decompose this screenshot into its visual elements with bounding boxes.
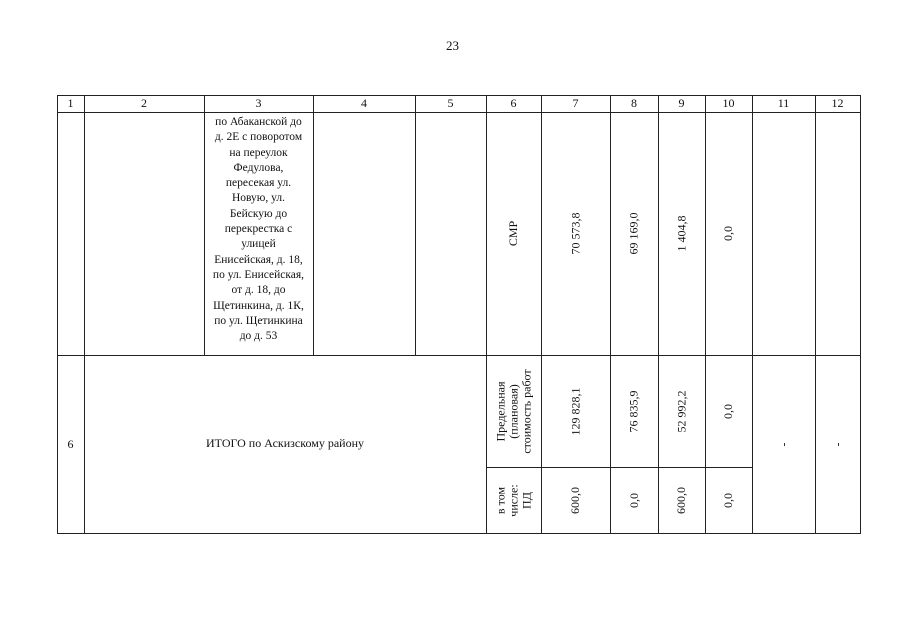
row1-col7-value — [541, 112, 610, 355]
pd-label-line: ПД — [519, 491, 534, 509]
row1-col10-value — [705, 112, 752, 355]
header-col-4: 4 — [361, 96, 367, 110]
vline-3 — [313, 95, 314, 355]
vline-8 — [658, 95, 659, 534]
header-col-3: 3 — [255, 96, 262, 110]
header-col-11: 11 — [777, 96, 790, 110]
row1-col8-value — [610, 112, 658, 355]
vline-10 — [752, 95, 753, 534]
row1-col9-value — [658, 112, 705, 355]
address-line: на переулок — [229, 146, 288, 159]
row1-col10-value-text-line: 0,0 — [721, 226, 735, 241]
row2-sub2-col7-value — [541, 467, 610, 533]
sub1-col7-text-line: 129 828,1 — [568, 387, 582, 435]
col11-dash-text-line: - — [776, 442, 790, 446]
row1-col9-value-text — [675, 216, 688, 252]
col11-dash-text — [777, 442, 790, 446]
address-line: Щетинкина, д. 1К, — [213, 299, 304, 312]
row1-col9-value-text-line: 1 404,8 — [674, 215, 688, 252]
planned-cost-label-line: Предельная — [493, 381, 508, 442]
address-line: Енисейская, д. 18, — [214, 253, 303, 266]
address-text — [213, 115, 304, 344]
row2-col11-dash — [752, 355, 815, 533]
row1-col8-value-text — [628, 213, 641, 255]
sub1-col9-text — [675, 390, 688, 432]
address-line: Бейскую до — [229, 207, 288, 220]
row2-col12-dash — [815, 355, 860, 533]
row1-col7-value-text-line: 70 573,8 — [568, 212, 582, 255]
vline-5 — [486, 95, 487, 534]
row2-sub1-col10-value — [705, 355, 752, 467]
address-line: перекрестка с — [224, 223, 293, 236]
pd-label-line: числе: — [506, 483, 521, 517]
vline-2 — [204, 95, 205, 355]
address-line: улицей — [241, 238, 276, 251]
vline-1-r2 — [84, 355, 85, 533]
address-line: пересекая ул. — [225, 177, 292, 190]
sub2-col10-text — [722, 493, 735, 508]
planned-cost-label-line: стоимость работ — [519, 368, 534, 454]
header-col-6: 6 — [510, 96, 517, 110]
address-line: по ул. Щетинкина — [214, 314, 303, 327]
vline-0 — [57, 95, 58, 534]
sub2-col9-text — [675, 487, 688, 514]
page-number: 23 — [446, 38, 459, 53]
sub1-col10-text — [722, 404, 735, 419]
sub2-col7-text — [569, 487, 582, 514]
vline-12 — [860, 95, 861, 534]
sub2-col8-text-line: 0,0 — [626, 492, 641, 508]
header-col-9: 9 — [678, 96, 685, 110]
border-header-bottom — [57, 112, 860, 113]
header-col-8: 8 — [631, 96, 637, 110]
border-top — [57, 95, 860, 96]
sub2-col9-text-line: 600,0 — [674, 486, 688, 514]
row2-sub1-col8-value — [610, 355, 658, 467]
row2-sub2-col8-value — [610, 467, 658, 533]
address-line: по Абаканской до — [215, 116, 302, 128]
row1-col6-smr-text-line: СМР — [506, 220, 521, 247]
sub1-col7-text — [569, 387, 582, 435]
address-line: д. 2Е с поворотом — [214, 131, 303, 144]
sub2-col10-text-line: 0,0 — [721, 492, 735, 508]
border-row1-bottom — [57, 355, 860, 356]
vline-11 — [815, 95, 816, 534]
row1-col8-value-text-line: 69 169,0 — [626, 212, 641, 255]
row1-col6-smr-text — [507, 221, 520, 246]
pd-label — [494, 484, 533, 516]
row2-sub1-col6-label — [486, 355, 541, 467]
address-line: Новую, ул. — [231, 192, 286, 205]
header-col-7: 7 — [572, 96, 579, 110]
row2-col1-number: 6 — [67, 436, 74, 451]
pd-label-line: в том — [493, 486, 508, 514]
vline-1-r1 — [84, 112, 85, 355]
sub2-col8-text — [628, 493, 641, 508]
address-line: до д. 53 — [239, 330, 278, 343]
planned-cost-label — [494, 369, 533, 453]
row1-col7-value-text — [569, 213, 582, 255]
vline-4 — [415, 95, 416, 355]
sub1-col8-text — [628, 390, 641, 432]
row2-sub1-col7-value — [541, 355, 610, 467]
planned-cost-label-line: (плановая) — [506, 383, 521, 439]
header-col-1: 1 — [67, 96, 74, 110]
col12-dash-text — [831, 442, 844, 446]
sub1-col9-text-line: 52 992,2 — [674, 390, 688, 432]
address-line: по ул. Енисейская, — [212, 268, 305, 281]
header-col-10: 10 — [722, 96, 735, 110]
row2-sub2-col10-value — [705, 467, 752, 533]
row2-total-title: ИТОГО по Аскизскому району — [206, 435, 364, 450]
sub2-col7-text-line: 600,0 — [568, 486, 582, 514]
border-bottom — [57, 533, 860, 534]
header-col-2: 2 — [141, 96, 147, 110]
border-row2-mid — [486, 467, 752, 468]
row2-sub1-col9-value — [658, 355, 705, 467]
row1-col6-smr — [486, 112, 541, 355]
row1-col10-value-text — [722, 226, 735, 241]
sub1-col10-text-line: 0,0 — [721, 403, 735, 419]
sub1-col8-text-line: 76 835,9 — [626, 390, 641, 432]
address-line: Федулова, — [233, 161, 284, 174]
vline-7 — [610, 95, 611, 534]
vline-9 — [705, 95, 706, 534]
header-col-5: 5 — [447, 96, 454, 110]
header-col-12: 12 — [831, 96, 844, 110]
address-line: от д. 18, до — [231, 284, 286, 297]
row1-col3-address — [204, 112, 313, 355]
row2-sub2-col6-label — [486, 467, 541, 533]
col12-dash-text-line: - — [830, 442, 844, 446]
vline-6 — [541, 95, 542, 534]
row2-sub2-col9-value — [658, 467, 705, 533]
vline-1-hdr — [84, 95, 85, 112]
